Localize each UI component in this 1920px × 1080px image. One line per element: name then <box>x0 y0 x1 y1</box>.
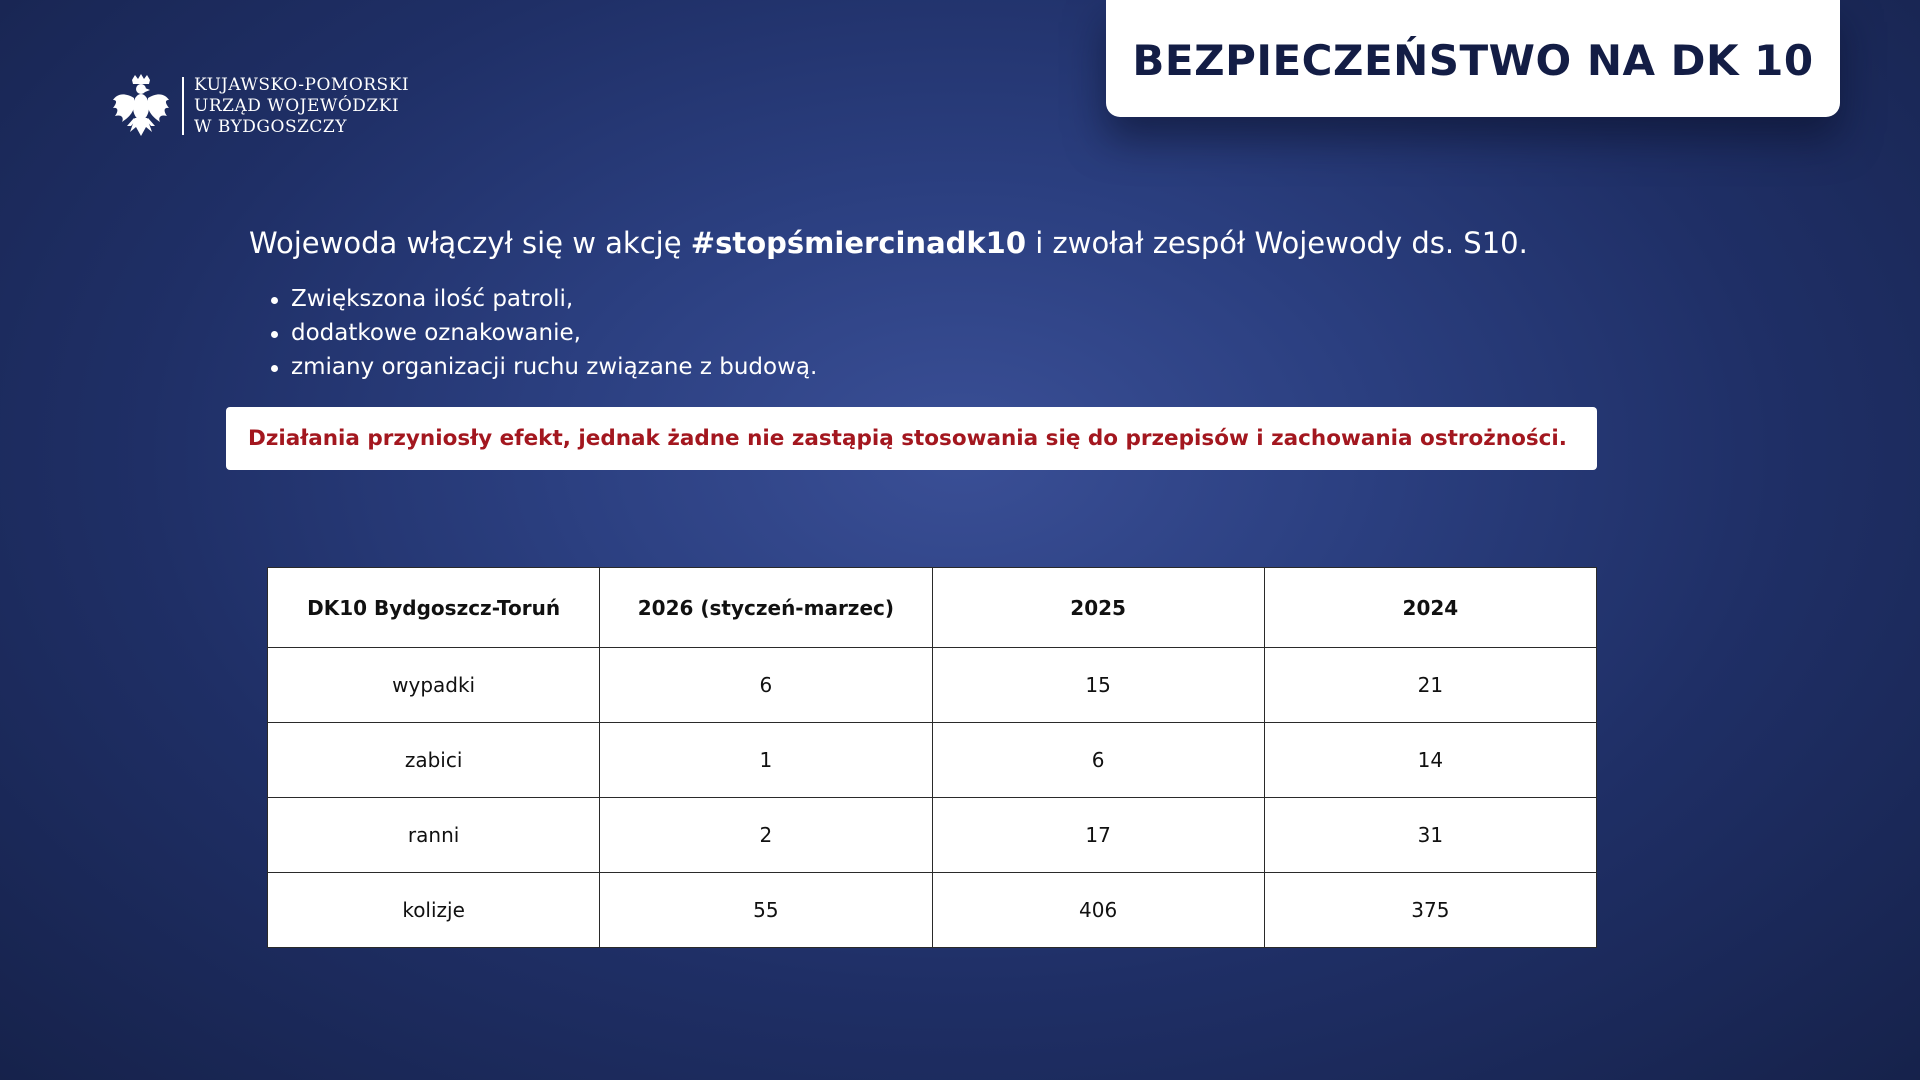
hashtag: #stopśmiercinadk10 <box>690 226 1027 260</box>
row-label: kolizje <box>268 873 600 948</box>
notice-text: Działania przyniosły efekt, jednak żadne nie zastąpią stosowania się do przepisów i zachowania ostrożności. <box>248 426 1567 451</box>
table-cell: 6 <box>600 648 932 723</box>
notice-box <box>226 407 1597 470</box>
header-cell-2024: 2024 <box>1264 568 1596 648</box>
table-cell: 21 <box>1264 648 1596 723</box>
lead-paragraph <box>249 226 1528 260</box>
org-line-2: URZĄD WOJEWÓDZKI <box>194 95 400 116</box>
table-cell: 17 <box>932 798 1264 873</box>
eagle-emblem-icon <box>112 74 170 138</box>
table-cell: 406 <box>932 873 1264 948</box>
list-item: Zwiększona ilość patroli, <box>291 282 817 316</box>
table-cell: 55 <box>600 873 932 948</box>
lead-text-before: Wojewoda włączył się w akcję <box>249 226 691 260</box>
table-header-row <box>268 568 1597 648</box>
list-item: dodatkowe oznakowanie, <box>291 316 817 350</box>
table-cell: 1 <box>600 723 932 798</box>
logo <box>112 74 409 138</box>
table-cell: 6 <box>932 723 1264 798</box>
logo-separator <box>182 77 184 135</box>
table-row <box>268 798 1597 873</box>
list-item: zmiany organizacji ruchu związane z budową. <box>291 350 817 384</box>
organization-name <box>194 75 409 138</box>
table-cell: 15 <box>932 648 1264 723</box>
table-cell: 2 <box>600 798 932 873</box>
table-row <box>268 723 1597 798</box>
title-card <box>1106 0 1840 117</box>
accident-statistics-table <box>267 567 1597 948</box>
page-title: BEZPIECZEŃSTWO NA DK 10 <box>1132 36 1814 85</box>
table-row <box>268 873 1597 948</box>
row-label: wypadki <box>268 648 600 723</box>
row-label: ranni <box>268 798 600 873</box>
lead-text-after: i zwołał zespół Wojewody ds. S10. <box>1026 226 1528 260</box>
table-cell: 375 <box>1264 873 1596 948</box>
table-cell: 14 <box>1264 723 1596 798</box>
org-line-1: KUJAWSKO-POMORSKI <box>194 74 410 95</box>
header-cell-2025: 2025 <box>932 568 1264 648</box>
org-line-3: W BYDGOSZCZY <box>194 116 347 137</box>
measures-list <box>291 282 817 384</box>
header-cell-2026: 2026 (styczeń-marzec) <box>600 568 932 648</box>
header-cell-road: DK10 Bydgoszcz-Toruń <box>268 568 600 648</box>
table-row <box>268 648 1597 723</box>
row-label: zabici <box>268 723 600 798</box>
table-cell: 31 <box>1264 798 1596 873</box>
